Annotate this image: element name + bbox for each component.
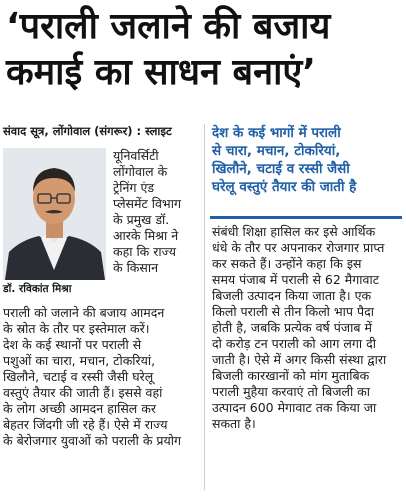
text-line: वस्तुएं तैयार की जाती हैं। इससे वहां	[3, 385, 163, 400]
text-line: दो करोड़ टन पराली को आग लगा दी	[212, 336, 377, 351]
text-line: के लोग अच्छी आमदन हासिल कर	[3, 401, 156, 416]
byline: संवाद सूत्र, लोंगोवाल (संगरूर) : स्लाइट	[3, 124, 172, 138]
text-line: पशुओं का चारा, मचान, टोकरियां,	[3, 353, 156, 368]
pull-quote-line: से चारा, मचान, टोकरियां,	[212, 143, 341, 159]
pull-quote	[212, 124, 402, 196]
portrait-photo	[3, 148, 106, 280]
text-line: के बेरोजगार युवाओं को पराली के प्रयोग	[3, 433, 182, 448]
text-line: ट्रेनिंग एंड	[113, 180, 155, 195]
text-line: सकता है।	[212, 416, 256, 431]
column-divider	[204, 124, 205, 490]
person-portrait-icon	[3, 148, 106, 280]
text-line: लोंगोवाल के	[113, 164, 168, 179]
text-line: बिजली उत्पादन किया जाता है। एक	[212, 288, 372, 303]
text-line: बेहतर जिंदगी जी रहे हैं। ऐसे में राज्य	[3, 417, 168, 432]
text-line: पराली को जलाने की बजाय आमदन	[3, 305, 165, 320]
text-line: संबंधी शिक्षा हासिल कर इसे आर्थिक	[212, 224, 376, 239]
text-line: पराली मुहैया करवाएं तो बिजली का	[212, 384, 371, 399]
text-line: खिलौने, चटाई व रस्सी जैसी घरेलू	[3, 369, 154, 384]
text-line: किलो पराली से तीन किलो भाप पैदा	[212, 304, 374, 319]
text-line: धंधे के तौर पर अपनाकर रोजगार प्राप्त	[212, 240, 385, 255]
column-right	[212, 224, 402, 432]
pull-quote-line: खिलौने, चटाई व रस्सी जैसी	[212, 161, 350, 177]
text-line: देश के कई स्थानों पर पराली से	[3, 337, 142, 352]
pull-quote-line: देश के कई भागों में पराली	[212, 125, 341, 141]
text-line: कर सकते हैं। उन्होंने कहा कि इस	[212, 256, 362, 271]
text-line: जाती है। ऐसे में अगर किसी संस्था द्वारा	[212, 352, 387, 367]
text-line: के स्रोत के तौर पर इस्तेमाल करें।	[3, 321, 150, 336]
text-line: प्लेसमेंट विभाग	[113, 196, 181, 211]
headline-line-1: ‘पराली जलाने की बजाय	[6, 6, 331, 47]
pull-quote-rule	[210, 216, 402, 219]
text-line: यूनिवर्सिटी	[113, 148, 159, 163]
headline-line-2: कमाई का साधन बनाएं’	[6, 52, 316, 93]
text-line: होती है, जबकि प्रत्येक वर्ष पंजाब में	[212, 320, 372, 335]
column-left	[3, 305, 199, 449]
headline	[6, 4, 402, 96]
text-line: आरके मिश्रा ने	[113, 228, 179, 243]
text-line: समय पंजाब में पराली से 62 मैगावाट	[212, 272, 379, 287]
pull-quote-line: घरेलू वस्तुएं तैयार की जाती है	[212, 179, 357, 195]
column-left-wrap	[113, 148, 199, 276]
text-line: कहा कि राज्य	[113, 244, 177, 259]
text-line: उत्पादन 600 मेगावाट तक किया जा	[212, 400, 377, 415]
text-line: के किसान	[113, 260, 159, 275]
text-line: के प्रमुख डॉ.	[113, 212, 170, 227]
text-line: बिजली कारखानों को मांग मुताबिक	[212, 368, 370, 383]
photo-caption: डॉ. रविकांत मिश्रा	[3, 283, 72, 295]
